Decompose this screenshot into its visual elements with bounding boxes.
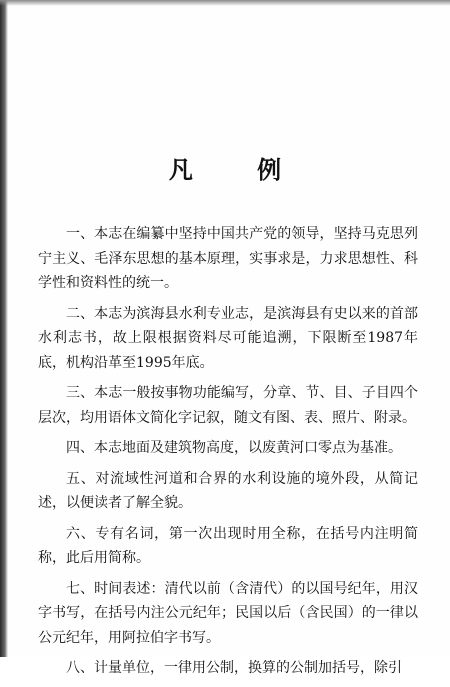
paragraph-3: 三、本志一般按事物功能编写，分章、节、目、子目四个层次，均用语体文简化字记叙，随文有图、表、照片、附录。 — [38, 385, 418, 426]
paragraph-1: 一、本志在编纂中坚持中国共产党的领导，坚持马克思列宁主义、毛泽东思想的基本原理，实事求是，力求思想性、科学性和资料性的统一。 — [38, 226, 418, 291]
paragraph-4: 四、本志地面及建筑物高度，以废黄河口零点为基准。 — [66, 440, 402, 456]
paragraph-7: 七、时间表述：清代以前（含清代）的以国号纪年，用汉字书写，在括号内注公元纪年；民国以后（含民国）的一律以公元纪年，用阿拉伯字书写。 — [38, 580, 418, 646]
scan-shadow-left — [0, 0, 8, 657]
paragraph-6: 六、专有名词，第一次出现时用全称，在括号内注明简称，此后用简称。 — [38, 525, 418, 566]
body-text — [38, 222, 418, 687]
page-title: 凡 例 — [168, 155, 310, 184]
paragraph-2: 二、本志为滨海县水利专业志，是滨海县有史以来的首部水利志书，故上限根据资料尽可能追溯，下限断至1987年底，机构沿革至1995年底。 — [38, 305, 418, 371]
paragraph-5: 五、对流域性河道和合界的水利设施的境外段，从简记述，以便读者了解全貌。 — [38, 470, 418, 511]
paragraph-8: 八、计量单位，一律用公制，换算的公制加括号，除引 — [66, 660, 402, 676]
scan-shadow-top — [0, 0, 450, 6]
